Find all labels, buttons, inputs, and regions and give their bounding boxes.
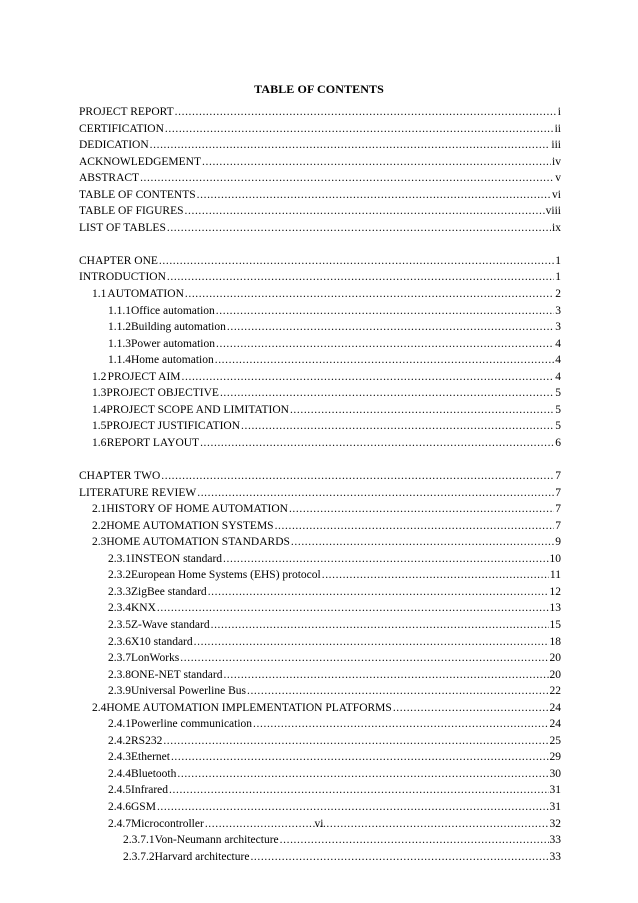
toc-entry-label: GSM — [131, 800, 156, 813]
toc-entry-page: 24 — [549, 718, 561, 731]
toc-entry[interactable] — [79, 418, 561, 435]
toc-entry[interactable] — [79, 286, 561, 303]
toc-entry[interactable] — [79, 121, 561, 138]
toc-entry-page: 4 — [555, 337, 561, 350]
toc-entry[interactable] — [79, 352, 561, 369]
toc-entry-page: 1 — [555, 254, 561, 267]
dot-leader — [177, 766, 548, 783]
toc-entry-label: LIST OF TABLES — [79, 221, 166, 234]
dot-leader — [140, 170, 554, 187]
toc-entry[interactable] — [79, 518, 561, 535]
toc-entry-number: 1.1 — [92, 288, 107, 301]
toc-entry[interactable] — [79, 634, 561, 651]
toc-entry-page: 6 — [555, 436, 561, 449]
toc-entry-page: 13 — [549, 602, 561, 615]
toc-entry-number: 1.3 — [92, 387, 107, 400]
toc-entry-number: 1.1.4 — [108, 354, 131, 367]
toc-entry[interactable] — [79, 567, 561, 584]
dot-leader — [163, 733, 548, 750]
toc-entry[interactable] — [79, 220, 561, 237]
toc-entry[interactable] — [79, 369, 561, 386]
toc-entry-page: 20 — [549, 668, 561, 681]
toc-entry[interactable] — [79, 319, 561, 336]
toc-entry-page: iii — [551, 139, 561, 152]
dot-leader — [169, 782, 548, 799]
dot-leader — [220, 385, 554, 402]
dot-leader — [275, 518, 555, 535]
toc-entry-number: 2.3.3 — [108, 585, 131, 598]
toc-entry-label: HOME AUTOMATION STANDARDS — [106, 536, 290, 549]
toc-entry-label: Harvard architecture — [154, 850, 250, 863]
dot-leader — [182, 369, 555, 386]
toc-entry-label: HOME AUTOMATION IMPLEMENTATION PLATFORMS — [106, 701, 392, 714]
dot-leader — [197, 187, 551, 204]
toc-entry-number: 2.3.5 — [108, 618, 131, 631]
dot-leader — [202, 154, 551, 171]
toc-entry[interactable] — [79, 832, 561, 849]
toc-entry-number: 2.3.8 — [108, 668, 131, 681]
toc-entry[interactable] — [79, 600, 561, 617]
toc-entry[interactable] — [79, 303, 561, 320]
toc-entry-label: HOME AUTOMATION SYSTEMS — [106, 519, 274, 532]
dot-leader — [171, 749, 549, 766]
toc-entry[interactable] — [79, 733, 561, 750]
dot-leader — [157, 600, 549, 617]
toc-entry-page: 25 — [549, 734, 561, 747]
toc-entry-page: 31 — [549, 784, 561, 797]
toc-entry[interactable] — [79, 700, 561, 717]
dot-leader — [247, 683, 549, 700]
toc-entry-number: 2.3.2 — [108, 569, 131, 582]
toc-entry-number: 2.3.6 — [108, 635, 131, 648]
toc-entry-page: 3 — [555, 321, 561, 334]
toc-entry-number: 1.1.1 — [108, 304, 131, 317]
toc-entry-number: 2.3.9 — [108, 685, 131, 698]
toc-entry-page: iv — [552, 155, 561, 168]
toc-entry[interactable] — [79, 485, 561, 502]
dot-leader — [289, 501, 554, 518]
toc-entry-label: Power automation — [131, 337, 215, 350]
toc-entry[interactable] — [79, 782, 561, 799]
toc-entry-page: 9 — [555, 536, 561, 549]
toc-entry-label: LonWorks — [131, 652, 180, 665]
toc-entry-page: 7 — [555, 486, 561, 499]
toc-entry-number: 2.3.7.1 — [123, 834, 155, 847]
toc-entry-label: TABLE OF CONTENTS — [79, 188, 196, 201]
dot-leader — [175, 104, 557, 121]
toc-entry-label: PROJECT SCOPE AND LIMITATION — [106, 403, 289, 416]
toc-entry[interactable] — [79, 269, 561, 286]
toc-entry-page: 33 — [549, 850, 561, 863]
toc-entry-label: CERTIFICATION — [79, 122, 164, 135]
toc-entry-label: Home automation — [131, 354, 214, 367]
toc-entry-label: INSTEON standard — [131, 552, 223, 565]
toc-entry-label: AUTOMATION — [107, 288, 184, 301]
toc-entry[interactable] — [79, 203, 561, 220]
toc-entry-label: INTRODUCTION — [79, 271, 166, 284]
toc-entry-page: 30 — [549, 767, 561, 780]
toc-entry[interactable] — [79, 534, 561, 551]
dot-leader — [211, 617, 549, 634]
toc-entry[interactable] — [79, 187, 561, 204]
toc-entry-number: 1.2 — [92, 370, 107, 383]
toc-entry-number: 2.4.5 — [108, 784, 131, 797]
dot-leader — [393, 700, 549, 717]
toc-entry-label: ZigBee standard — [131, 585, 207, 598]
page-title: TABLE OF CONTENTS — [254, 82, 384, 96]
toc-entry-label: Office automation — [131, 304, 215, 317]
dot-leader — [223, 551, 548, 568]
toc-entry-number: 2.4.6 — [108, 800, 131, 813]
toc-entry-label: PROJECT OBJECTIVE — [106, 387, 219, 400]
toc-entry-number: 2.3.7.2 — [123, 850, 155, 863]
toc-entry-number: 2.4.1 — [108, 718, 131, 731]
toc-entry[interactable] — [79, 650, 561, 667]
dot-leader — [216, 336, 554, 353]
toc-entry-label: DEDICATION — [79, 139, 149, 152]
toc-entry[interactable] — [79, 385, 561, 402]
toc-entry[interactable] — [79, 799, 561, 816]
toc-entry[interactable] — [79, 104, 561, 121]
toc-entry-page: 10 — [549, 552, 561, 565]
toc-entry-page: 2 — [555, 288, 561, 301]
dot-leader — [150, 137, 551, 154]
toc-entry-page: 29 — [549, 751, 561, 764]
dot-leader — [200, 435, 554, 452]
toc-entry[interactable] — [79, 617, 561, 634]
toc-entry-label: LITERATURE REVIEW — [79, 486, 197, 499]
toc-entry-page: 7 — [555, 519, 561, 532]
toc-entry-label: ONE-NET standard — [131, 668, 223, 681]
toc-entry-page: vi — [552, 188, 561, 201]
dot-leader — [167, 269, 554, 286]
toc-entry-page: 5 — [555, 403, 561, 416]
toc-entry[interactable] — [79, 253, 561, 270]
toc-entry-number: 2.3.1 — [108, 552, 131, 565]
toc-entry-page: ix — [552, 221, 561, 234]
toc-entry-page: 1 — [555, 271, 561, 284]
toc-entry-page: 31 — [549, 800, 561, 813]
toc-entry-number: 2.1 — [92, 503, 107, 516]
toc-entry-label: REPORT LAYOUT — [106, 436, 200, 449]
dot-leader — [241, 418, 554, 435]
dot-leader — [280, 832, 549, 849]
toc-entry-page: viii — [545, 205, 561, 218]
toc-entry-number: 2.3.7 — [108, 652, 131, 665]
dot-leader — [165, 121, 554, 138]
toc-entry-label: KNX — [131, 602, 156, 615]
dot-leader — [291, 534, 554, 551]
toc-entry-page: 4 — [555, 370, 561, 383]
toc-entry[interactable] — [79, 402, 561, 419]
toc-entry-number: 2.4.7 — [108, 817, 131, 830]
toc-entry-page: 7 — [555, 470, 561, 483]
dot-leader — [197, 485, 554, 502]
dot-leader — [216, 303, 554, 320]
toc-entry-label: Bluetooth — [131, 767, 177, 780]
dot-leader — [227, 319, 554, 336]
toc-entry-page: 32 — [549, 817, 561, 830]
toc-entry[interactable] — [79, 170, 561, 187]
dot-leader — [322, 567, 549, 584]
toc-entry-label: ACKNOWLEDGEMENT — [79, 155, 202, 168]
toc-entry-label: Microcontroller — [131, 817, 204, 830]
toc-entry[interactable] — [79, 584, 561, 601]
toc-entry-label: Von-Neumann architecture — [154, 834, 279, 847]
toc-entry-label: PROJECT JUSTIFICATION — [106, 420, 241, 433]
toc-entry-label: PROJECT REPORT — [79, 106, 174, 118]
dot-leader — [194, 634, 549, 651]
toc-entry[interactable] — [79, 766, 561, 783]
toc-entry[interactable] — [79, 501, 561, 518]
toc-entry-number: 1.1.3 — [108, 337, 131, 350]
toc-entry[interactable] — [79, 849, 561, 866]
toc-entry-label: HISTORY OF HOME AUTOMATION — [106, 503, 288, 516]
toc-entry-label: Building automation — [131, 321, 226, 334]
dot-leader — [253, 716, 548, 733]
toc-entry-label: Powerline communication — [131, 718, 253, 731]
dot-leader — [167, 220, 551, 237]
toc-entry[interactable] — [79, 468, 561, 485]
toc-entry-page: ii — [554, 122, 561, 135]
toc-entry[interactable] — [79, 683, 561, 700]
toc-entry-page: 5 — [555, 420, 561, 433]
toc-entry-page: 7 — [555, 503, 561, 516]
toc-entry-page: 4 — [555, 354, 561, 367]
toc-entry-page: 3 — [555, 304, 561, 317]
dot-leader — [185, 286, 554, 303]
dot-leader — [161, 468, 554, 485]
toc-entry-number: 2.2 — [92, 519, 107, 532]
page-number: vi — [314, 818, 324, 830]
toc-entry-label: Infrared — [131, 784, 169, 797]
toc-entry[interactable] — [79, 154, 561, 171]
toc-entry-page: 22 — [549, 685, 561, 698]
table-of-contents — [79, 104, 561, 865]
toc-entry-label: X10 standard — [131, 635, 193, 648]
dot-leader — [180, 650, 548, 667]
toc-entry-number: 1.4 — [92, 403, 107, 416]
toc-entry-page: 33 — [549, 834, 561, 847]
toc-entry-number: 1.1.2 — [108, 321, 131, 334]
dot-leader — [215, 352, 555, 369]
toc-entry-page: i — [557, 106, 561, 118]
toc-entry-page: 12 — [549, 585, 561, 598]
toc-entry-label: Ethernet — [131, 751, 170, 764]
toc-entry-page: 20 — [549, 652, 561, 665]
section-spacer — [79, 236, 561, 253]
toc-entry-page: 18 — [549, 635, 561, 648]
toc-entry-page: 24 — [549, 701, 561, 714]
toc-entry-label: ABSTRACT — [79, 172, 140, 185]
toc-entry-label: CHAPTER TWO — [79, 470, 161, 483]
toc-entry-page: 15 — [549, 618, 561, 631]
toc-entry[interactable] — [79, 435, 561, 452]
toc-entry-page: v — [555, 172, 561, 185]
toc-entry-number: 1.6 — [92, 436, 107, 449]
toc-entry-page: 5 — [555, 387, 561, 400]
toc-entry-number: 2.3 — [92, 536, 107, 549]
toc-entry-number: 2.4 — [92, 701, 107, 714]
toc-entry-number: 2.4.4 — [108, 767, 131, 780]
toc-entry-label: RS232 — [131, 734, 163, 747]
toc-entry-label: PROJECT AIM — [107, 370, 181, 383]
toc-entry-page: 11 — [549, 569, 561, 582]
toc-entry-label: TABLE OF FIGURES — [79, 205, 184, 218]
section-spacer — [79, 451, 561, 468]
dot-leader — [159, 253, 554, 270]
toc-entry[interactable] — [79, 551, 561, 568]
dot-leader — [290, 402, 554, 419]
toc-entry-number: 1.5 — [92, 420, 107, 433]
dot-leader — [157, 799, 549, 816]
toc-entry[interactable] — [79, 137, 561, 154]
toc-entry-number: 2.3.4 — [108, 602, 131, 615]
toc-entry-number: 2.4.3 — [108, 751, 131, 764]
toc-entry-number: 2.4.2 — [108, 734, 131, 747]
toc-entry[interactable] — [79, 336, 561, 353]
toc-entry-label: Z-Wave standard — [131, 618, 210, 631]
dot-leader — [223, 667, 548, 684]
toc-entry[interactable] — [79, 749, 561, 766]
toc-entry-label: CHAPTER ONE — [79, 254, 158, 267]
dot-leader — [250, 849, 548, 866]
toc-entry-label: European Home Systems (EHS) protocol — [131, 569, 321, 582]
toc-entry-label: Universal Powerline Bus — [131, 685, 246, 698]
toc-entry[interactable] — [79, 667, 561, 684]
dot-leader — [208, 584, 549, 601]
toc-entry[interactable] — [79, 716, 561, 733]
dot-leader — [185, 203, 545, 220]
